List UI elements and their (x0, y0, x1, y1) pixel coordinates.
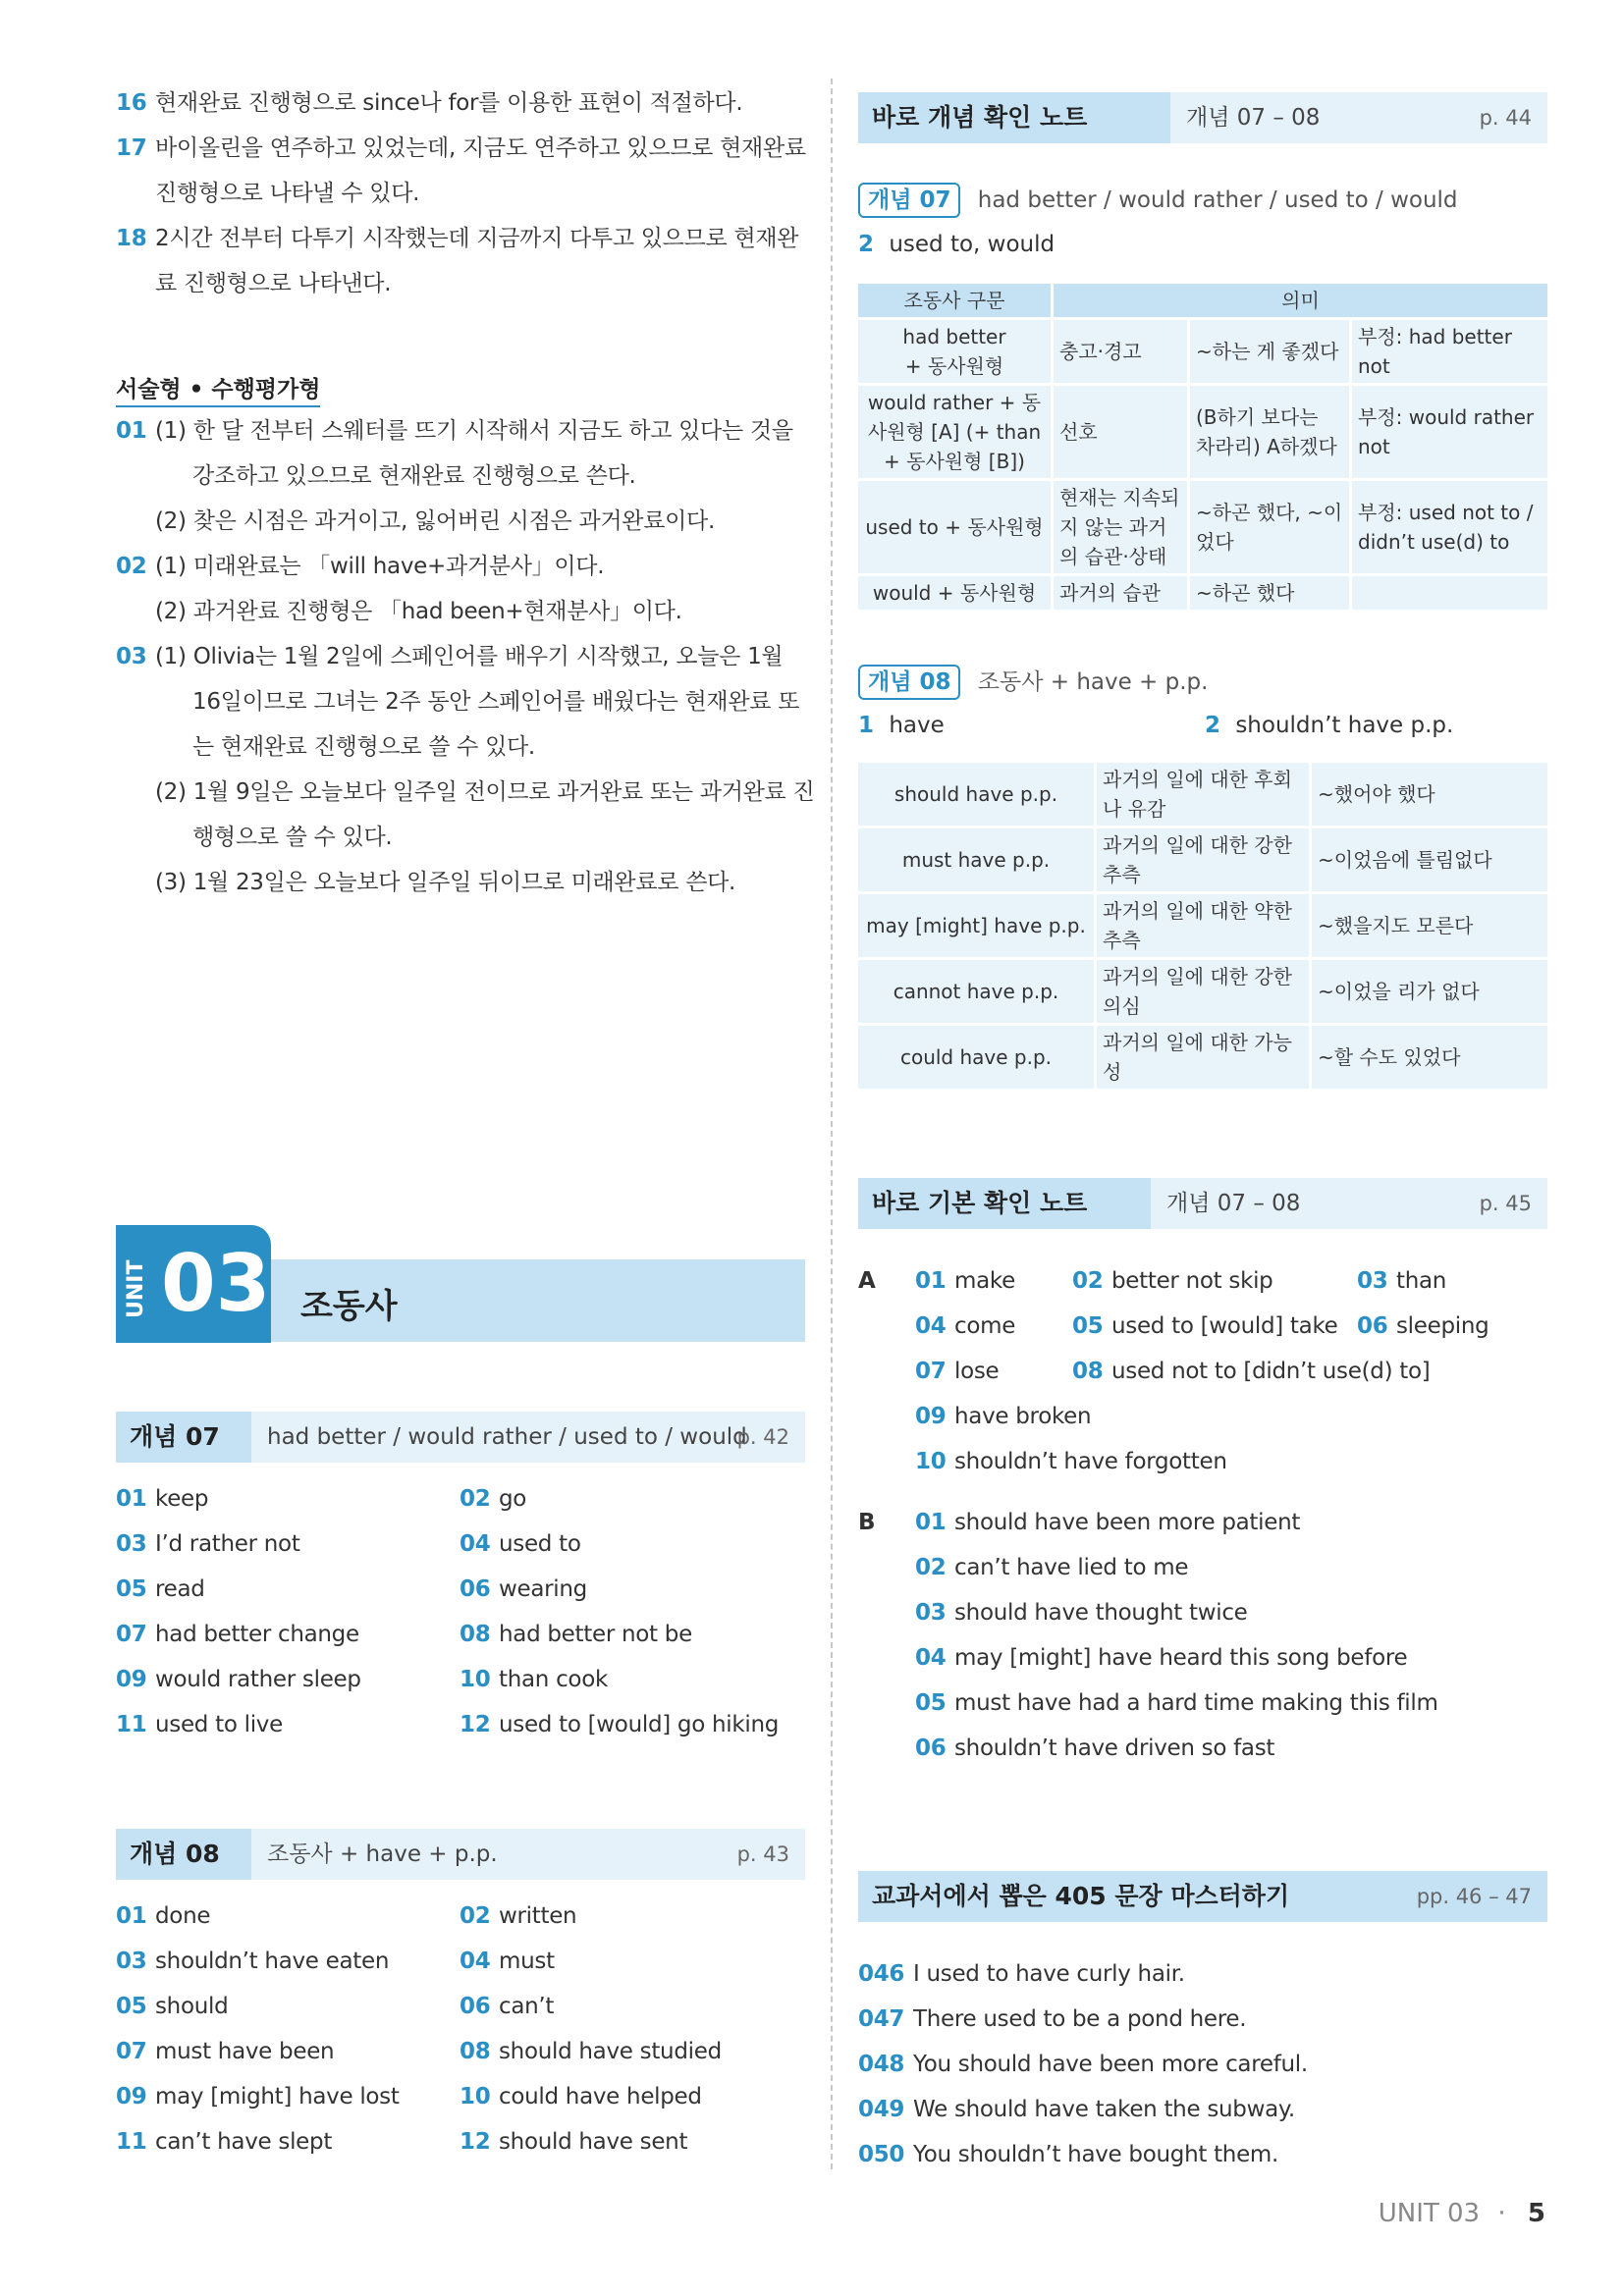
item-text: could have helped (499, 2084, 702, 2109)
item-text: used not to [didn’t use(d) to] (1111, 1359, 1431, 1384)
concept08-header (116, 1829, 805, 1880)
item-text: should have studied (499, 2039, 722, 2064)
item-number: 09 (116, 2084, 147, 2109)
table-header-row (858, 284, 1547, 317)
item-text: than (1396, 1268, 1447, 1294)
table-cell: ~이었을 리가 없다 (1312, 960, 1547, 1023)
item-text: (1) 미래완료는 「will have+과거분사」이다. (155, 554, 605, 579)
table-row (858, 894, 1547, 957)
item-number: 05 (116, 1994, 147, 2019)
item-number: 01 (915, 1510, 947, 1535)
table-cell: ~하곤 했다, ~이었다 (1190, 481, 1349, 573)
table-header-cell: 의미 (1054, 284, 1547, 317)
item-text: 16일이므로 그녀는 2주 동안 스페인어를 배웠다는 현재완료 또 (192, 689, 800, 715)
item-text: would rather sleep (155, 1667, 361, 1692)
item-number: 08 (460, 1622, 491, 1647)
item-text: used to live (155, 1712, 283, 1737)
table-row (858, 481, 1547, 573)
note3-title: 교과서에서 뽑은 405 문장 마스터하기 (872, 1882, 1290, 1910)
item-text: shouldn’t have driven so fast (954, 1735, 1275, 1761)
note3-header (858, 1871, 1547, 1922)
item-number: 18 (116, 226, 147, 251)
item-number: 04 (460, 1949, 491, 1974)
item-text: read (155, 1576, 205, 1602)
table-row (858, 960, 1547, 1023)
item-number: 12 (460, 1712, 491, 1737)
item-number: 02 (460, 1486, 491, 1512)
item-number: 06 (1357, 1313, 1388, 1339)
table-cell: (B하기 보다는 차라리) A하겠다 (1190, 386, 1349, 478)
item-number: 09 (116, 1667, 147, 1692)
table-cell: 현재는 지속되지 않는 과거의 습관·상태 (1054, 481, 1187, 573)
item-number: 05 (116, 1576, 147, 1602)
item-number: 06 (915, 1735, 947, 1761)
note1-c08-answer1 (858, 713, 945, 738)
note1-c08-badge: 개념 08 (858, 665, 960, 700)
table-cell: ~하곤 했다 (1190, 576, 1349, 610)
item-text: I used to have curly hair. (913, 1961, 1185, 1987)
item-text: better not skip (1111, 1268, 1273, 1294)
item-text: You shouldn’t have bought them. (913, 2142, 1279, 2167)
item-text: 행형으로 쓸 수 있다. (192, 825, 393, 850)
item-number: 07 (116, 2039, 147, 2064)
table-header-cell: 조동사 구문 (858, 284, 1051, 317)
section-label-B: B (858, 1510, 876, 1535)
item-text: must have been (155, 2039, 335, 2064)
item-number: 01 (116, 1486, 147, 1512)
table-cell: ~할 수도 있었다 (1312, 1026, 1547, 1089)
table-cell: ~이었음에 틀림없다 (1312, 828, 1547, 891)
item-number: 047 (858, 2006, 905, 2032)
item-number: 10 (460, 1667, 491, 1692)
table-cell: 부정: would rather not (1352, 386, 1547, 478)
page-footer (1379, 2199, 1545, 2228)
concept08-badge: 개념 08 (130, 1840, 220, 1868)
section-label-A: A (858, 1268, 876, 1294)
item-number: 08 (460, 2039, 491, 2064)
item-text: should have sent (499, 2129, 688, 2155)
table-row (858, 576, 1547, 610)
answer-text: used to, would (889, 232, 1056, 257)
table-cell: 과거의 일에 대한 후회나 유감 (1097, 763, 1309, 826)
item-text: should have thought twice (954, 1600, 1248, 1626)
item-text: (2) 1월 9일은 오늘보다 일주일 전이므로 과거완료 또는 과거완료 진 (155, 779, 815, 805)
item-number: 01 (116, 1903, 147, 1929)
item-number: 04 (460, 1531, 491, 1557)
note2-header (858, 1178, 1547, 1229)
item-text: (2) 과거완료 진행형은 「had been+현재분사」이다. (155, 599, 682, 624)
table-cell: ~했을지도 모른다 (1312, 894, 1547, 957)
item-text: have broken (954, 1404, 1092, 1429)
table-cell: may [might] have p.p. (858, 894, 1094, 957)
answer-number: 1 (858, 713, 875, 738)
table-cell: 부정: had better not (1352, 320, 1547, 383)
item-text: We should have taken the subway. (913, 2097, 1295, 2122)
item-number: 03 (116, 644, 147, 669)
note1-c08-heading (858, 664, 1208, 700)
item-text: had better change (155, 1622, 359, 1647)
item-text: wearing (499, 1576, 587, 1602)
table-cell: 과거의 일에 대한 가능성 (1097, 1026, 1309, 1089)
table-row (858, 1026, 1547, 1089)
footer-unit: UNIT 03 (1378, 2199, 1481, 2228)
item-text: may [might] have heard this song before (954, 1645, 1408, 1671)
table-row (858, 386, 1547, 478)
note1-c07-heading (858, 183, 1458, 218)
item-number: 16 (116, 90, 147, 116)
item-number: 12 (460, 2129, 491, 2155)
item-text: 바이올린을 연주하고 있었는데, 지금도 연주하고 있으므로 현재완료 (155, 135, 806, 161)
note1-c07-answer (858, 232, 1055, 257)
item-text: I’d rather not (155, 1531, 300, 1557)
concept08-title: 조동사 + have + p.p. (251, 1829, 805, 1880)
table-cell: 충고·경고 (1054, 320, 1187, 383)
item-text: had better not be (499, 1622, 692, 1647)
table-row (858, 763, 1547, 826)
item-text: should have been more patient (954, 1510, 1301, 1535)
note2-page: p. 45 (1479, 1192, 1532, 1215)
item-number: 11 (116, 1712, 147, 1737)
item-number: 03 (116, 1531, 147, 1557)
item-text: go (499, 1486, 527, 1512)
item-text: 강조하고 있으므로 현재완료 진행형으로 쓴다. (192, 463, 636, 489)
item-number: 09 (915, 1404, 947, 1429)
table-row (858, 828, 1547, 891)
item-text: shouldn’t have eaten (155, 1949, 390, 1974)
item-text: 2시간 전부터 다투기 시작했는데 지금까지 다투고 있으므로 현재완 (155, 226, 799, 251)
note1-title: 바로 개념 확인 노트 (872, 103, 1088, 132)
item-text: used to [would] go hiking (499, 1712, 780, 1737)
item-text: done (155, 1903, 211, 1929)
modal-meaning-table (855, 281, 1550, 613)
item-number: 03 (116, 1949, 147, 1974)
concept07-title: had better / would rather / used to / would (251, 1412, 805, 1463)
unit-number: 03 (161, 1238, 271, 1329)
item-text: (3) 1월 23일은 오늘보다 일주일 뒤이므로 미래완료로 쓴다. (155, 870, 736, 895)
item-text: 는 현재완료 진행형으로 쓸 수 있다. (192, 734, 535, 760)
table-cell: could have p.p. (858, 1026, 1094, 1089)
note1-c08-title: 조동사 + have + p.p. (977, 669, 1209, 695)
concept07-page: p. 42 (736, 1425, 789, 1449)
note1-header (858, 92, 1547, 143)
item-number: 17 (116, 135, 147, 161)
item-number: 049 (858, 2097, 905, 2122)
note1-c07-title: had better / would rather / used to / would (977, 187, 1458, 213)
note2-concept: 개념 07 – 08 (1151, 1178, 1547, 1229)
table-cell: cannot have p.p. (858, 960, 1094, 1023)
item-text: (1) 한 달 전부터 스웨터를 뜨기 시작해서 지금도 하고 있다는 것을 (155, 418, 793, 444)
table-cell: would + 동사원형 (858, 576, 1051, 610)
item-number: 03 (915, 1600, 947, 1626)
item-text: written (499, 1903, 577, 1929)
item-text: may [might] have lost (155, 2084, 400, 2109)
item-number: 10 (915, 1449, 947, 1474)
item-number: 02 (915, 1555, 947, 1580)
item-number: 02 (116, 554, 147, 579)
item-text: come (954, 1313, 1016, 1339)
table-cell: ~했어야 했다 (1312, 763, 1547, 826)
concept08-page: p. 43 (736, 1842, 789, 1866)
item-text: shouldn’t have forgotten (954, 1449, 1227, 1474)
item-text: 현재완료 진행형으로 since나 for를 이용한 표현이 적절하다. (155, 90, 743, 116)
item-number: 02 (460, 1903, 491, 1929)
item-text: keep (155, 1486, 209, 1512)
item-number: 04 (915, 1313, 947, 1339)
answer-number: 2 (858, 232, 875, 257)
note3-page: pp. 46 – 47 (1416, 1885, 1532, 1908)
unit-badge (116, 1225, 271, 1343)
concept07-badge: 개념 07 (130, 1422, 220, 1451)
item-text: can’t (499, 1994, 555, 2019)
item-number: 07 (915, 1359, 947, 1384)
table-cell (1352, 576, 1547, 610)
item-text: should (155, 1994, 229, 2019)
table-cell: would rather + 동사원형 [A] (+ than + 동사원형 [B]) (858, 386, 1051, 478)
perfect-modal-table (855, 760, 1550, 1092)
table-cell: used to + 동사원형 (858, 481, 1051, 573)
item-number: 01 (116, 418, 147, 444)
item-text: 진행형으로 나타낼 수 있다. (155, 181, 420, 206)
table-cell: 부정: used not to / didn’t use(d) to (1352, 481, 1547, 573)
item-text: sleeping (1396, 1313, 1489, 1339)
item-text: make (954, 1268, 1015, 1294)
item-number: 10 (460, 2084, 491, 2109)
item-number: 04 (915, 1645, 947, 1671)
essay-section-title: 서술형 • 수행평가형 (116, 371, 320, 407)
concept07-header (116, 1412, 805, 1463)
footer-separator: · (1497, 2199, 1506, 2228)
table-cell: ~하는 게 좋겠다 (1190, 320, 1349, 383)
table-cell: 선호 (1054, 386, 1187, 478)
item-text: (1) Olivia는 1월 2일에 스페인어를 배우기 시작했고, 오늘은 1월 (155, 644, 784, 669)
item-text: can’t have slept (155, 2129, 333, 2155)
item-text: used to (499, 1531, 581, 1557)
item-number: 01 (915, 1268, 947, 1294)
table-cell: 과거의 일에 대한 강한 의심 (1097, 960, 1309, 1023)
table-cell: 과거의 일에 대한 강한 추측 (1097, 828, 1309, 891)
note2-title: 바로 기본 확인 노트 (872, 1189, 1088, 1217)
unit-label: UNIT (124, 1259, 148, 1318)
item-text: lose (954, 1359, 1000, 1384)
item-number: 05 (915, 1690, 947, 1716)
answer-number: 2 (1205, 713, 1221, 738)
item-text: You should have been more careful. (913, 2052, 1308, 2077)
item-number: 11 (116, 2129, 147, 2155)
table-cell: must have p.p. (858, 828, 1094, 891)
unit-title-bar (271, 1259, 805, 1342)
item-text: 료 진행형으로 나타낸다. (155, 271, 392, 296)
note1-c08-answer2 (1205, 713, 1453, 738)
item-text: used to [would] take (1111, 1313, 1338, 1339)
unit-title: 조동사 (300, 1287, 398, 1326)
item-number: 048 (858, 2052, 905, 2077)
item-text: than cook (499, 1667, 608, 1692)
item-number: 03 (1357, 1268, 1388, 1294)
item-text: (2) 찾은 시점은 과거이고, 잃어버린 시점은 과거완료이다. (155, 508, 715, 534)
item-number: 07 (116, 1622, 147, 1647)
answer-text: have (889, 713, 945, 738)
item-text: There used to be a pond here. (913, 2006, 1247, 2032)
item-number: 08 (1072, 1359, 1104, 1384)
note1-concept: 개념 07 – 08 (1170, 92, 1547, 143)
item-number: 06 (460, 1576, 491, 1602)
item-number: 02 (1072, 1268, 1104, 1294)
note1-page: p. 44 (1479, 106, 1532, 130)
table-cell: 과거의 습관 (1054, 576, 1187, 610)
page-number: 5 (1527, 2199, 1545, 2228)
item-number: 05 (1072, 1313, 1104, 1339)
item-text: must have had a hard time making this film (954, 1690, 1438, 1716)
item-text: can’t have lied to me (954, 1555, 1189, 1580)
item-number: 06 (460, 1994, 491, 2019)
table-cell: had better + 동사원형 (858, 320, 1051, 383)
table-cell: 과거의 일에 대한 약한 추측 (1097, 894, 1309, 957)
item-number: 046 (858, 1961, 905, 1987)
table-row (858, 320, 1547, 383)
table-cell: should have p.p. (858, 763, 1094, 826)
note1-c07-badge: 개념 07 (858, 183, 960, 218)
column-divider (831, 79, 833, 2169)
item-number: 050 (858, 2142, 905, 2167)
item-text: must (499, 1949, 555, 1974)
answer-text: shouldn’t have p.p. (1235, 713, 1454, 738)
